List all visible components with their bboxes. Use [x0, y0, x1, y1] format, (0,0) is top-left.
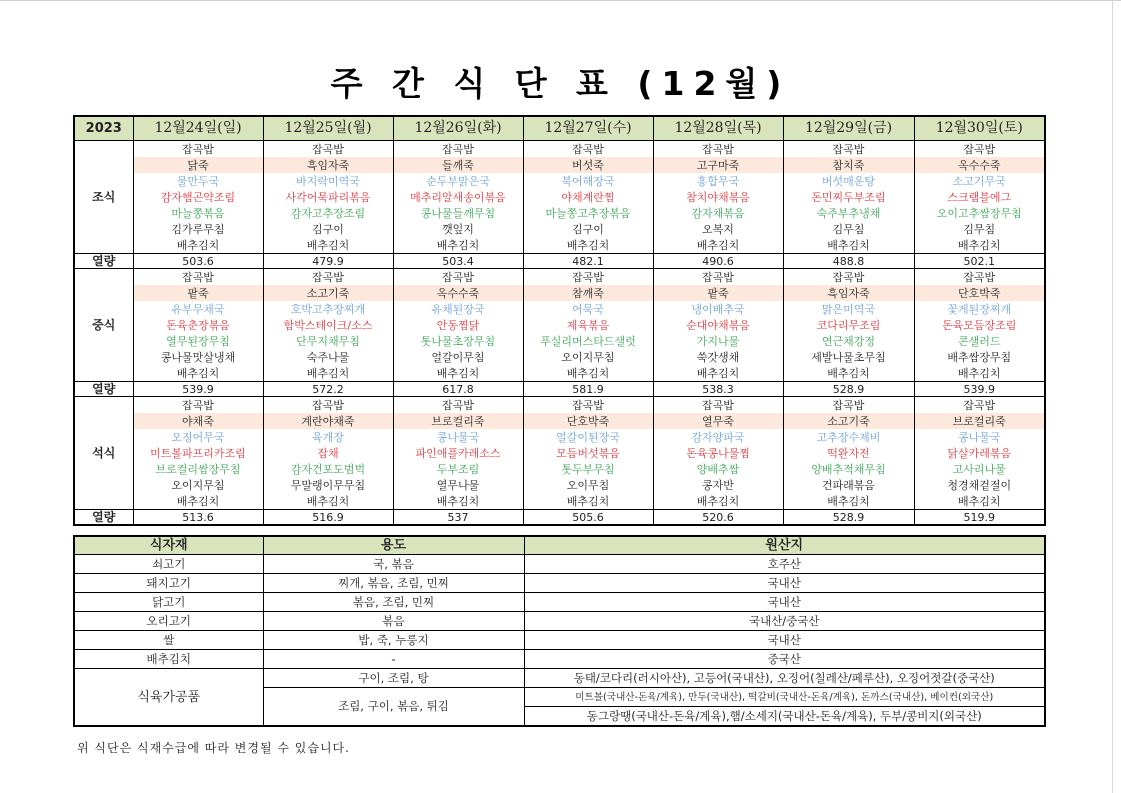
menu-dish: 옥수수죽: [914, 157, 1045, 173]
calorie-label: 열량: [74, 254, 133, 269]
top-rule: [0, 0, 1121, 1]
menu-item-row: [74, 477, 1045, 493]
menu-dish: 어묵국: [523, 301, 653, 317]
menu-dish: 잡곡밥: [523, 269, 653, 286]
day-header: 12월28일(목): [653, 116, 783, 141]
menu-dish: 야채죽: [133, 413, 263, 429]
menu-dish: 배추김치: [393, 493, 523, 510]
menu-dish: 소고기무국: [914, 173, 1045, 189]
menu-dish: 모듬버섯볶음: [523, 445, 653, 461]
origin-header-use: 용도: [263, 536, 524, 555]
calorie-value: 572.2: [263, 382, 393, 397]
origin-item: 오리고기: [74, 612, 263, 631]
calorie-value: 503.4: [393, 254, 523, 269]
menu-dish: 배추김치: [133, 237, 263, 254]
menu-dish: 제육볶음: [523, 317, 653, 333]
origin-country: 국내산: [524, 593, 1045, 612]
menu-dish: 메추리알새송이볶음: [393, 189, 523, 205]
menu-dish: 김구이: [263, 221, 393, 237]
menu-dish: 배추김치: [263, 365, 393, 382]
calorie-value: 528.9: [783, 510, 914, 526]
calorie-value: 538.3: [653, 382, 783, 397]
menu-item-row: [74, 397, 1045, 414]
menu-dish: 잡곡밥: [263, 269, 393, 286]
menu-dish: 잡곡밥: [653, 141, 783, 158]
menu-dish: 안동찜닭: [393, 317, 523, 333]
day-header: 12월29일(금): [783, 116, 914, 141]
menu-dish: 호박고추장찌개: [263, 301, 393, 317]
calorie-value: 539.9: [133, 382, 263, 397]
menu-dish: 홍합무국: [653, 173, 783, 189]
origin-row-chicken: [74, 593, 1045, 612]
menu-dish: 콘샐러드: [914, 333, 1045, 349]
origin-header-item: 식자재: [74, 536, 263, 555]
menu-dish: 배추쌈장무침: [914, 349, 1045, 365]
calorie-row: [74, 510, 1045, 526]
origin-header-origin: 원산지: [524, 536, 1045, 555]
menu-dish: 연근채강정: [783, 333, 914, 349]
menu-dish: 양배추적채무침: [783, 461, 914, 477]
origin-use: 국, 볶음: [263, 555, 524, 574]
menu-dish: 소고기죽: [263, 285, 393, 301]
menu-dish: 잡곡밥: [653, 269, 783, 286]
menu-dish: 오복지: [653, 221, 783, 237]
menu-dish: 참치죽: [783, 157, 914, 173]
menu-item-row: [74, 317, 1045, 333]
menu-dish: 잡곡밥: [263, 397, 393, 414]
day-header: 12월27일(수): [523, 116, 653, 141]
menu-dish: 돈육모듬장조림: [914, 317, 1045, 333]
menu-dish: 두부조림: [393, 461, 523, 477]
calorie-value: 482.1: [523, 254, 653, 269]
calorie-value: 519.9: [914, 510, 1045, 526]
menu-dish: 얼갈이된장국: [523, 429, 653, 445]
menu-dish: 북어해장국: [523, 173, 653, 189]
menu-dish: 숙주부추냉채: [783, 205, 914, 221]
menu-dish: 푸실리머스타드샐럿: [523, 333, 653, 349]
menu-dish: 계란야채죽: [263, 413, 393, 429]
menu-dish: 배추김치: [393, 237, 523, 254]
day-header: 12월26일(화): [393, 116, 523, 141]
calorie-value: 513.6: [133, 510, 263, 526]
menu-item-row: [74, 413, 1045, 429]
menu-dish: 단호박죽: [523, 413, 653, 429]
calorie-value: 581.9: [523, 382, 653, 397]
menu-dish: 배추김치: [523, 237, 653, 254]
menu-dish: 배추김치: [914, 365, 1045, 382]
menu-dish: 오징어무국: [133, 429, 263, 445]
menu-dish: 얼갈이무침: [393, 349, 523, 365]
menu-dish: 물만두국: [133, 173, 263, 189]
menu-header-row: [74, 116, 1045, 141]
menu-dish: 감자고추장조림: [263, 205, 393, 221]
menu-dish: 열무죽: [653, 413, 783, 429]
origin-row-rice: [74, 631, 1045, 650]
menu-dish: 잡곡밥: [393, 141, 523, 158]
calorie-row: [74, 254, 1045, 269]
calorie-value: 479.9: [263, 254, 393, 269]
menu-dish: 함박스테이크/소스: [263, 317, 393, 333]
menu-dish: 냉이배추국: [653, 301, 783, 317]
origin-item: 돼지고기: [74, 574, 263, 593]
calorie-value: 520.6: [653, 510, 783, 526]
menu-dish: 배추김치: [393, 365, 523, 382]
calorie-value: 502.1: [914, 254, 1045, 269]
menu-dish: 김가루무침: [133, 221, 263, 237]
menu-dish: 쑥갓생채: [653, 349, 783, 365]
origin-country: 호주산: [524, 555, 1045, 574]
menu-dish: 육개장: [263, 429, 393, 445]
menu-dish: 감자건포도범벅: [263, 461, 393, 477]
origin-use: -: [263, 650, 524, 669]
menu-dish: 스크램블에그: [914, 189, 1045, 205]
right-rule: [1112, 0, 1113, 793]
menu-dish: 깻잎지: [393, 221, 523, 237]
menu-dish: 버섯매운탕: [783, 173, 914, 189]
menu-dish: 버섯죽: [523, 157, 653, 173]
menu-dish: 파인애플카레소스: [393, 445, 523, 461]
menu-item-row: [74, 205, 1045, 221]
menu-dish: 옥수수죽: [393, 285, 523, 301]
menu-dish: 고추장수제비: [783, 429, 914, 445]
menu-item-row: [74, 301, 1045, 317]
menu-dish: 브로컬리쌈장무침: [133, 461, 263, 477]
menu-item-row: [74, 141, 1045, 158]
menu-dish: 양배추쌈: [653, 461, 783, 477]
menu-dish: 배추김치: [653, 237, 783, 254]
menu-dish: 잡곡밥: [653, 397, 783, 414]
menu-dish: 돈육춘장볶음: [133, 317, 263, 333]
menu-dish: 잡곡밥: [523, 141, 653, 158]
origin-header-row: [74, 536, 1045, 555]
menu-dish: 배추김치: [653, 493, 783, 510]
calorie-value: 537: [393, 510, 523, 526]
menu-dish: 단호박죽: [914, 285, 1045, 301]
origin-row-beef: [74, 555, 1045, 574]
menu-dish: 소고기죽: [783, 413, 914, 429]
menu-dish: 코다리무조림: [783, 317, 914, 333]
menu-dish: 감자양파국: [653, 429, 783, 445]
menu-dish: 고사리나물: [914, 461, 1045, 477]
menu-dish: 김무침: [914, 221, 1045, 237]
calorie-label: 열량: [74, 510, 133, 526]
menu-dish: 사각어묵파리볶음: [263, 189, 393, 205]
origin-use: 구이, 조림, 탕: [263, 669, 524, 688]
menu-dish: 팥죽: [133, 285, 263, 301]
menu-dish: 감자햄곤약조림: [133, 189, 263, 205]
menu-item-row: [74, 461, 1045, 477]
origin-row-pork: [74, 574, 1045, 593]
menu-dish: 고구마죽: [653, 157, 783, 173]
menu-dish: 브로컬리죽: [914, 413, 1045, 429]
menu-item-row: [74, 333, 1045, 349]
menu-dish: 배추김치: [263, 237, 393, 254]
menu-dish: 잡곡밥: [783, 269, 914, 286]
menu-dish: 콩나물국: [914, 429, 1045, 445]
menu-dish: 배추김치: [914, 237, 1045, 254]
menu-dish: 야채계란찜: [523, 189, 653, 205]
menu-dish: 숙주나물: [263, 349, 393, 365]
menu-dish: 바지락미역국: [263, 173, 393, 189]
origin-use: 밥, 죽, 누룽지: [263, 631, 524, 650]
origin-country: 국내산/중국산: [524, 612, 1045, 631]
origin-item: 쌀: [74, 631, 263, 650]
origin-row-duck: [74, 612, 1045, 631]
calorie-value: 503.6: [133, 254, 263, 269]
menu-dish: 돈육콩나물찜: [653, 445, 783, 461]
menu-dish: 감자채볶음: [653, 205, 783, 221]
calorie-value: 490.6: [653, 254, 783, 269]
day-header: 12월24일(일): [133, 116, 263, 141]
menu-dish: 콩자반: [653, 477, 783, 493]
menu-dish: 열무된장무침: [133, 333, 263, 349]
menu-dish: 맑은미역국: [783, 301, 914, 317]
menu-dish: 흑임자죽: [263, 157, 393, 173]
menu-dish: 미트볼파프리카조림: [133, 445, 263, 461]
origin-use: 조림, 구이, 볶음, 튀김: [263, 688, 524, 727]
origin-item: 닭고기: [74, 593, 263, 612]
menu-dish: 김무침: [783, 221, 914, 237]
origin-use: 볶음, 조림, 민찌: [263, 593, 524, 612]
menu-dish: 오이고추쌈장무침: [914, 205, 1045, 221]
menu-dish: 흑임자죽: [783, 285, 914, 301]
origin-table: [73, 535, 1046, 727]
origin-country: 중국산: [524, 650, 1045, 669]
menu-dish: 가지나물: [653, 333, 783, 349]
menu-item-row: [74, 445, 1045, 461]
meal-label: 중식: [74, 269, 133, 382]
menu-dish: 배추김치: [783, 365, 914, 382]
menu-dish: 오이지무침: [133, 477, 263, 493]
menu-dish: 잡곡밥: [523, 397, 653, 414]
menu-dish: 잡곡밥: [133, 269, 263, 286]
calorie-value: 505.6: [523, 510, 653, 526]
menu-dish: 꽃게된장찌개: [914, 301, 1045, 317]
page-title: 주 간 식 단 표 (12월): [330, 64, 791, 103]
origin-row-kimchi: [74, 650, 1045, 669]
menu-item-row: [74, 237, 1045, 254]
origin-item-processed: 식육가공품: [74, 669, 263, 727]
menu-dish: 유채된장국: [393, 301, 523, 317]
menu-dish: 배추김치: [523, 493, 653, 510]
origin-use: 볶음: [263, 612, 524, 631]
menu-dish: 오이무침: [523, 477, 653, 493]
menu-item-row: [74, 493, 1045, 510]
calorie-value: 617.8: [393, 382, 523, 397]
menu-item-row: [74, 221, 1045, 237]
menu-dish: 단무지채무침: [263, 333, 393, 349]
menu-dish: 콩나물국: [393, 429, 523, 445]
menu-dish: 톳나물초장무침: [393, 333, 523, 349]
menu-dish: 김구이: [523, 221, 653, 237]
menu-dish: 참깨죽: [523, 285, 653, 301]
menu-dish: 잡곡밥: [393, 269, 523, 286]
menu-dish: 잡곡밥: [783, 397, 914, 414]
calorie-label: 열량: [74, 382, 133, 397]
meal-label: 조식: [74, 141, 133, 254]
day-header: 12월30일(토): [914, 116, 1045, 141]
menu-dish: 잡곡밥: [133, 141, 263, 158]
menu-dish: 무말랭이무무침: [263, 477, 393, 493]
origin-row-processed-1: [74, 669, 1045, 688]
calorie-value: 516.9: [263, 510, 393, 526]
menu-item-row: [74, 173, 1045, 189]
menu-dish: 열무나물: [393, 477, 523, 493]
origin-country: 동그랑땡(국내산-돈육/계육),햄/소세지(국내산-돈육/계육), 두부/콩비지(외국산): [524, 707, 1045, 727]
day-header: 12월25일(월): [263, 116, 393, 141]
calorie-value: 539.9: [914, 382, 1045, 397]
menu-dish: 배추김치: [133, 365, 263, 382]
calorie-row: [74, 382, 1045, 397]
menu-dish: 배추김치: [783, 493, 914, 510]
menu-dish: 콩나물들깨무침: [393, 205, 523, 221]
menu-item-row: [74, 269, 1045, 286]
menu-dish: 브로컬리죽: [393, 413, 523, 429]
menu-dish: 유부무채국: [133, 301, 263, 317]
menu-dish: 잡곡밥: [263, 141, 393, 158]
menu-dish: 잡곡밥: [133, 397, 263, 414]
menu-dish: 팥죽: [653, 285, 783, 301]
menu-item-row: [74, 349, 1045, 365]
meal-label: 석식: [74, 397, 133, 510]
menu-dish: 순대야채볶음: [653, 317, 783, 333]
weekly-menu-table: [73, 115, 1046, 526]
origin-country: 국내산: [524, 574, 1045, 593]
origin-country: 동태/코다리(러시아산), 고등어(국내산), 오징어(칠레산/페루산), 오징어젓갈(중국산): [524, 669, 1045, 688]
menu-dish: 배추김치: [523, 365, 653, 382]
origin-item: 배추김치: [74, 650, 263, 669]
menu-dish: 떡완자전: [783, 445, 914, 461]
menu-dish: 배추김치: [653, 365, 783, 382]
menu-dish: 콩나물맛살냉채: [133, 349, 263, 365]
origin-use: 찌개, 볶음, 조림, 민찌: [263, 574, 524, 593]
menu-dish: 톳두부무침: [523, 461, 653, 477]
menu-item-row: [74, 285, 1045, 301]
menu-item-row: [74, 189, 1045, 205]
menu-dish: 마늘쫑볶음: [133, 205, 263, 221]
menu-dish: 잡곡밥: [914, 141, 1045, 158]
menu-dish: 청경채겉절이: [914, 477, 1045, 493]
origin-item: 쇠고기: [74, 555, 263, 574]
menu-item-row: [74, 365, 1045, 382]
menu-dish: 잡곡밥: [914, 397, 1045, 414]
calorie-value: 488.8: [783, 254, 914, 269]
menu-dish: 순두부맑은국: [393, 173, 523, 189]
menu-dish: 닭살카레볶음: [914, 445, 1045, 461]
menu-dish: 잡곡밥: [914, 269, 1045, 286]
footnote: 위 식단은 식재수급에 따라 변경될 수 있습니다.: [77, 741, 350, 755]
origin-country: 미트볼(국내산-돈육/계육), 만두(국내산), 떡갈비(국내산-돈육/계육), 돈까스(국내산), 베이컨(외국산): [524, 688, 1045, 707]
menu-dish: 배추김치: [914, 493, 1045, 510]
menu-dish: 오이지무침: [523, 349, 653, 365]
menu-dish: 마늘쫑고추장볶음: [523, 205, 653, 221]
menu-dish: 배추김치: [133, 493, 263, 510]
menu-dish: 돈민찌두부조림: [783, 189, 914, 205]
origin-country: 국내산: [524, 631, 1045, 650]
menu-dish: 닭죽: [133, 157, 263, 173]
menu-item-row: [74, 157, 1045, 173]
menu-dish: 잡채: [263, 445, 393, 461]
menu-dish: 배추김치: [263, 493, 393, 510]
menu-dish: 잡곡밥: [783, 141, 914, 158]
menu-dish: 건파래볶음: [783, 477, 914, 493]
year-cell: 2023: [74, 116, 133, 141]
menu-dish: 들깨죽: [393, 157, 523, 173]
menu-dish: 세발나물초무침: [783, 349, 914, 365]
calorie-value: 528.9: [783, 382, 914, 397]
menu-dish: 참치야채볶음: [653, 189, 783, 205]
menu-item-row: [74, 429, 1045, 445]
menu-dish: 잡곡밥: [393, 397, 523, 414]
menu-dish: 배추김치: [783, 237, 914, 254]
